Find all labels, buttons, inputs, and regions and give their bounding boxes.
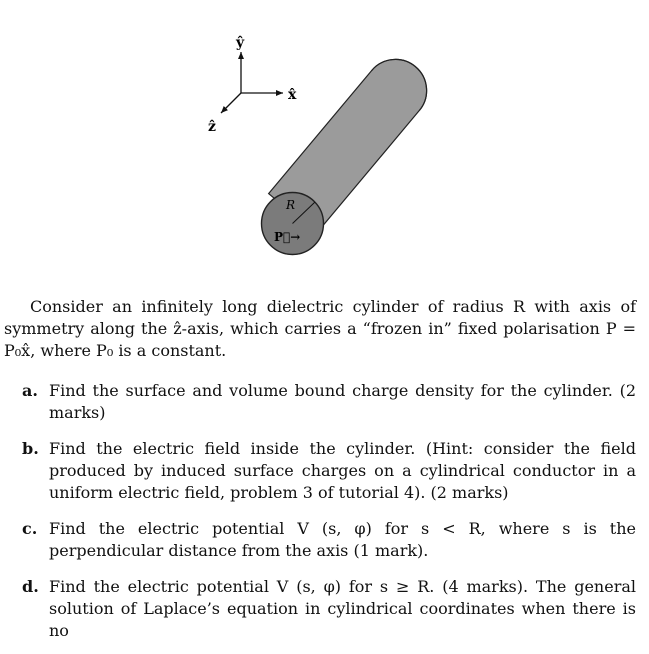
question-b bbox=[22, 438, 636, 504]
question-text: Find the electric potential V (s, φ) for s ≥ R. (4 marks). The general solution of Laplace’s equation in cylindrical coordinates when there is no bbox=[49, 577, 636, 640]
z-axis-line bbox=[221, 93, 241, 113]
axes bbox=[221, 52, 283, 113]
question-label: b. bbox=[22, 439, 39, 458]
question-a bbox=[22, 380, 636, 424]
question-label: a. bbox=[22, 381, 38, 400]
question-c bbox=[22, 518, 636, 562]
question-text: Find the electric field inside the cylinder. (Hint: consider the field produced by induced surface charges on a cylindrical conductor in a uniform electric field, problem 3 of tutorial 4). (2 marks) bbox=[49, 439, 636, 502]
question-label: c. bbox=[22, 519, 38, 538]
question-text: Find the electric potential V (s, φ) for s < R, where s is the perpendicular distance from the axis (1 mark). bbox=[49, 519, 636, 560]
x-axis-label: x̂ bbox=[288, 87, 297, 103]
radius-label: R bbox=[286, 198, 296, 212]
problem-intro: Consider an infinitely long dielectric cylinder of radius R with axis of symmetry along the ẑ-axis, which carries a “frozen in” fixed polarisation P = P₀x̂, where P₀ is a constant. bbox=[4, 297, 636, 360]
cylinder-figure bbox=[0, 0, 649, 290]
polarisation-label: P⃗→ bbox=[274, 230, 301, 244]
question-d bbox=[22, 576, 636, 642]
z-axis-label: ẑ bbox=[208, 119, 216, 135]
y-axis-label: ŷ bbox=[236, 35, 245, 51]
question-text: Find the surface and volume bound charge density for the cylinder. (2 marks) bbox=[49, 381, 636, 422]
question-label: d. bbox=[22, 577, 39, 596]
